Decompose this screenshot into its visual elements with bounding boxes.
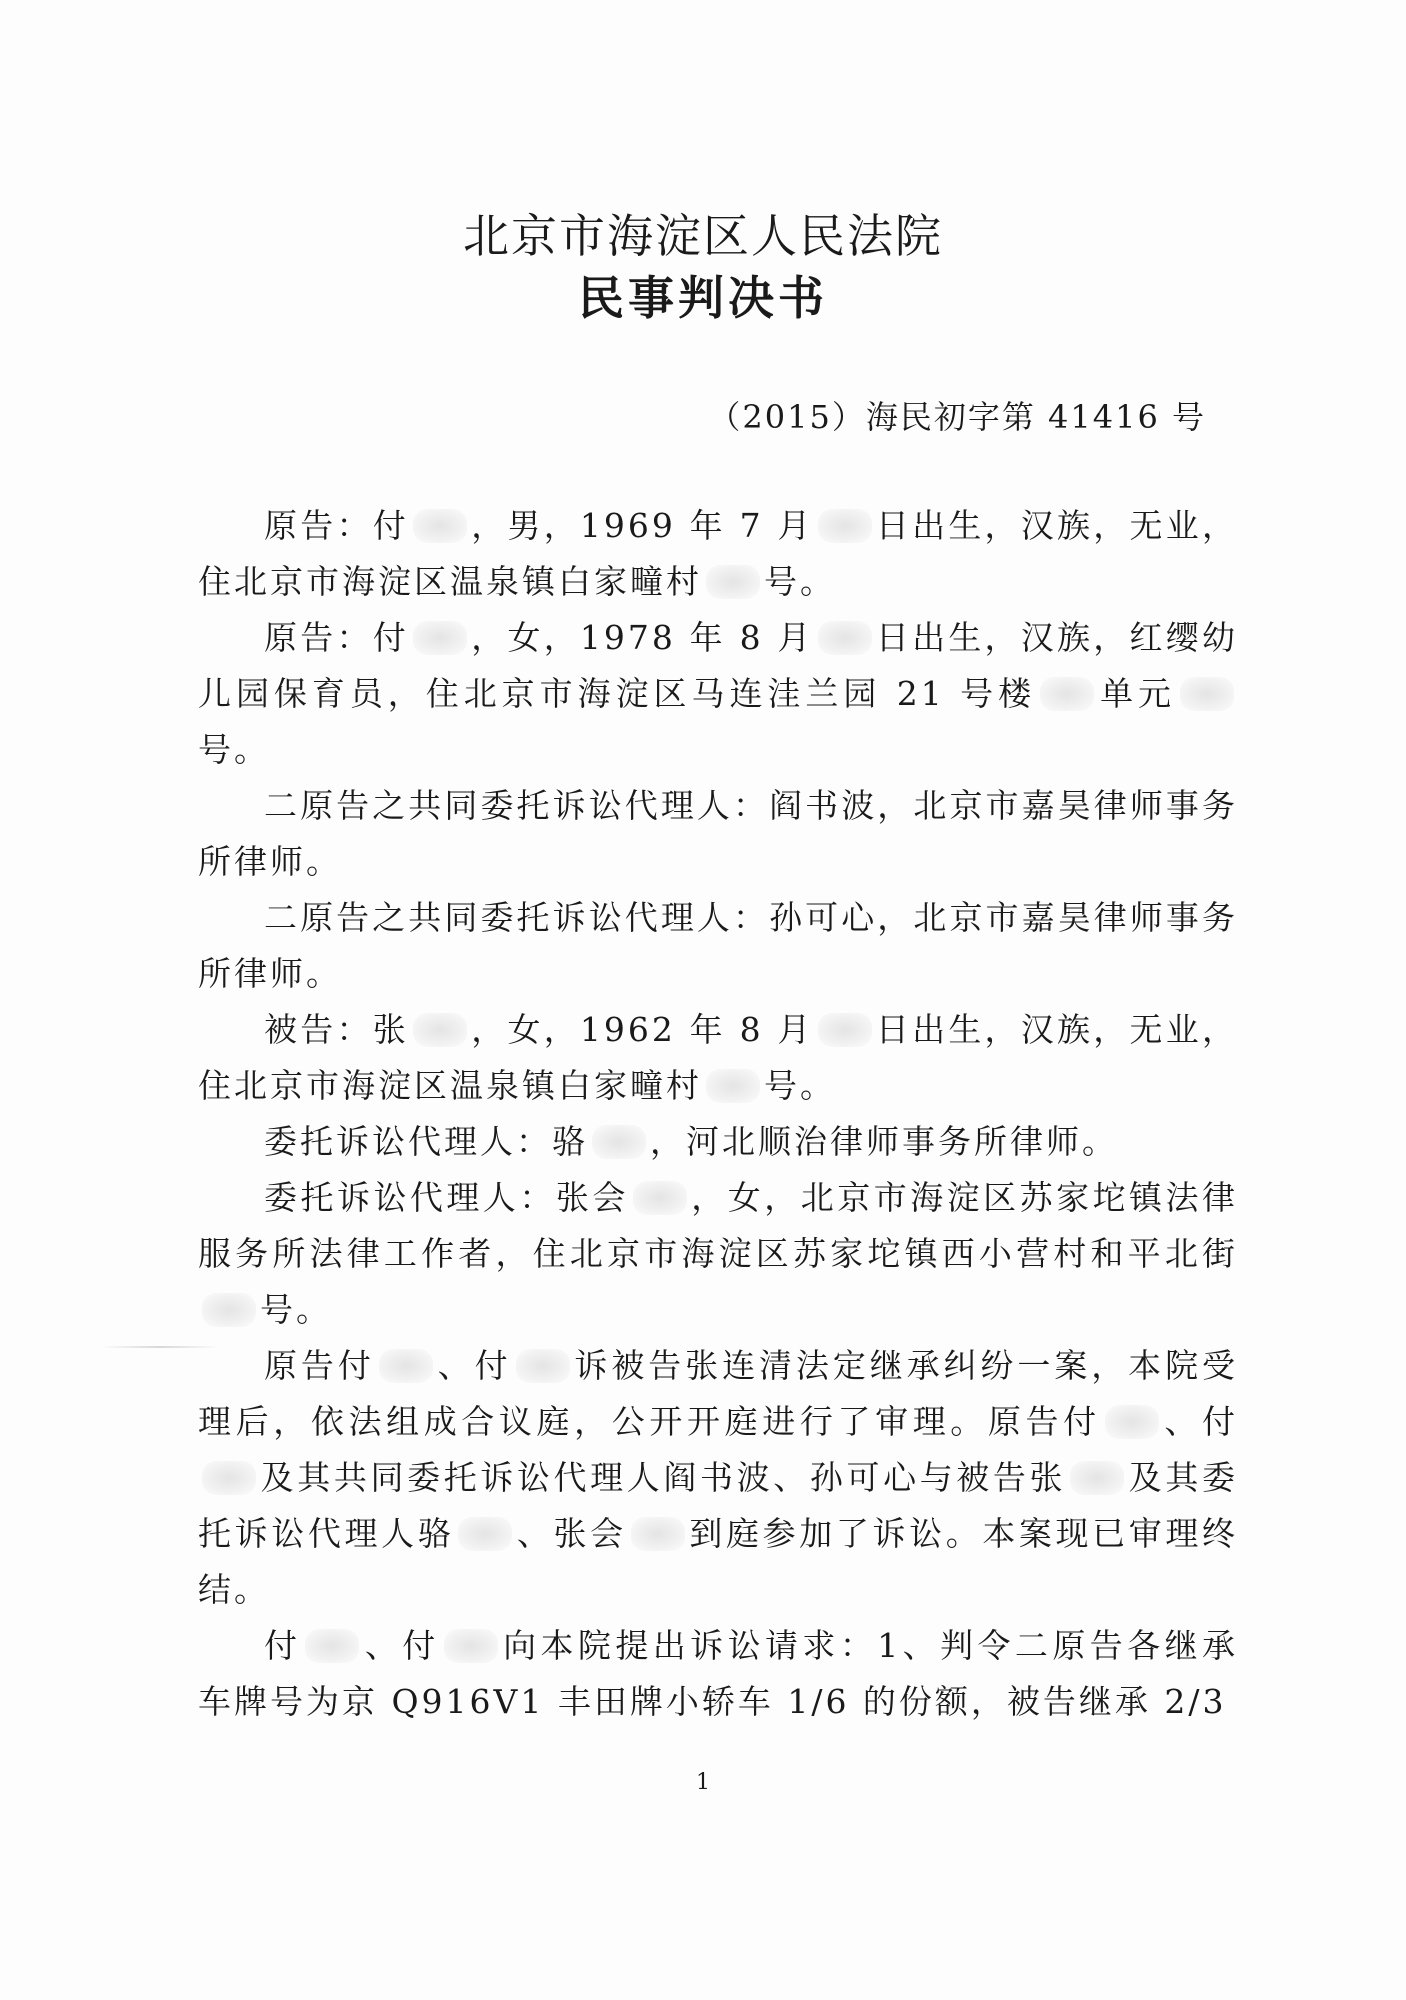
redaction-blur: [1105, 1405, 1159, 1439]
redaction-blur: [413, 509, 467, 543]
redaction-blur: [818, 1013, 872, 1047]
paragraph: [198, 1170, 1238, 1338]
paragraph-text: 被告：张: [264, 1010, 409, 1049]
redaction-blur: [633, 1181, 687, 1215]
paragraph: [198, 498, 1238, 610]
paragraph: [198, 1114, 1238, 1170]
paragraph-text: 、付: [436, 1346, 512, 1385]
paragraph-text: 原告付: [264, 1346, 375, 1385]
paragraph-text: ，女，1962 年 8 月: [470, 1010, 814, 1049]
redaction-blur: [379, 1349, 433, 1383]
redaction-blur: [516, 1349, 570, 1383]
paragraph-text: 原告：付: [264, 506, 409, 545]
paragraph-text: ，女，北京市海淀区苏家坨镇法律服务所法律工作者，住北京市海淀区苏家坨镇西小营村和平北街: [198, 1178, 1239, 1273]
paragraph-text: 委托诉讼代理人：张会: [264, 1178, 629, 1217]
page-number: 1: [696, 1770, 710, 1795]
scan-artifact: [100, 1346, 220, 1348]
paragraph-text: 单元: [1098, 674, 1176, 713]
paragraph-text: 号。: [260, 1290, 332, 1329]
paragraph-text: 号。: [198, 730, 270, 769]
paragraph-text: 日出生，汉族，无业，住北京市海淀区温泉镇白家疃村: [198, 506, 1239, 601]
paragraph: [198, 1618, 1238, 1730]
paragraph-text: ，男，1969 年 7 月: [470, 506, 814, 545]
redaction-blur: [413, 1013, 467, 1047]
court-name: 北京市海淀区人民法院: [463, 209, 943, 263]
paragraph-text: 及其共同委托诉讼代理人阎书波、孙可心与被告张: [260, 1458, 1067, 1497]
paragraph-text: 号。: [764, 562, 836, 601]
redaction-blur: [1180, 677, 1234, 711]
paragraph-text: 二原告之共同委托诉讼代理人：阎书波，北京市嘉昊律师事务所律师。: [198, 786, 1238, 881]
redaction-blur: [305, 1629, 359, 1663]
redaction-blur: [706, 1069, 760, 1103]
paragraph-text: 付: [264, 1626, 302, 1665]
redaction-blur: [413, 621, 467, 655]
redaction-blur: [1040, 677, 1094, 711]
paragraph-text: 、张会: [516, 1514, 627, 1553]
paragraph-text: 向本院提出诉讼请求：1、判令二原告各继承车牌号为京 Q916V1 丰田牌小轿车 1/6 的份额，被告继承 2/3: [198, 1626, 1239, 1721]
paragraph-text: ，河北顺治律师事务所律师。: [650, 1122, 1118, 1161]
paragraph: [198, 778, 1238, 890]
redaction-blur: [631, 1517, 685, 1551]
paragraph-text: 及其委托诉讼代理人骆: [198, 1458, 1239, 1553]
paragraph-text: ，女，1978 年 8 月: [470, 618, 814, 657]
paragraph: [198, 890, 1238, 1002]
paragraph: [198, 610, 1238, 778]
paragraph-text: 诉被告张连清法定继承纠纷一案，本院受理后，依法组成合议庭，公开开庭进行了审理。原告付: [198, 1346, 1239, 1441]
redaction-blur: [818, 509, 872, 543]
case-number: （2015）海民初字第 41416 号: [708, 398, 1206, 436]
paragraph-text: 、付: [1162, 1402, 1239, 1441]
redaction-blur: [202, 1461, 256, 1495]
paragraph-text: 到庭参加了诉讼。本案现已审理终结。: [198, 1514, 1239, 1609]
document-type: 民事判决书: [578, 271, 828, 325]
paragraph-text: 日出生，汉族，无业，住北京市海淀区温泉镇白家疃村: [198, 1010, 1239, 1105]
paragraph-text: 委托诉讼代理人：骆: [264, 1122, 588, 1161]
paragraph-text: 日出生，汉族，红缨幼儿园保育员，住北京市海淀区马连洼兰园 21 号楼: [198, 618, 1239, 713]
redaction-blur: [706, 565, 760, 599]
redaction-blur: [444, 1629, 498, 1663]
redaction-blur: [458, 1517, 512, 1551]
redaction-blur: [1070, 1461, 1124, 1495]
paragraph-text: 号。: [764, 1066, 836, 1105]
judgment-body: [198, 498, 1238, 1730]
redaction-blur: [202, 1293, 256, 1327]
paragraph: [198, 1002, 1238, 1114]
redaction-blur: [592, 1125, 646, 1159]
paragraph-text: 、付: [363, 1626, 440, 1665]
redaction-blur: [818, 621, 872, 655]
paragraph: [198, 1338, 1238, 1618]
paragraph-text: 二原告之共同委托诉讼代理人：孙可心，北京市嘉昊律师事务所律师。: [198, 898, 1238, 993]
paragraph-text: 原告：付: [264, 618, 409, 657]
